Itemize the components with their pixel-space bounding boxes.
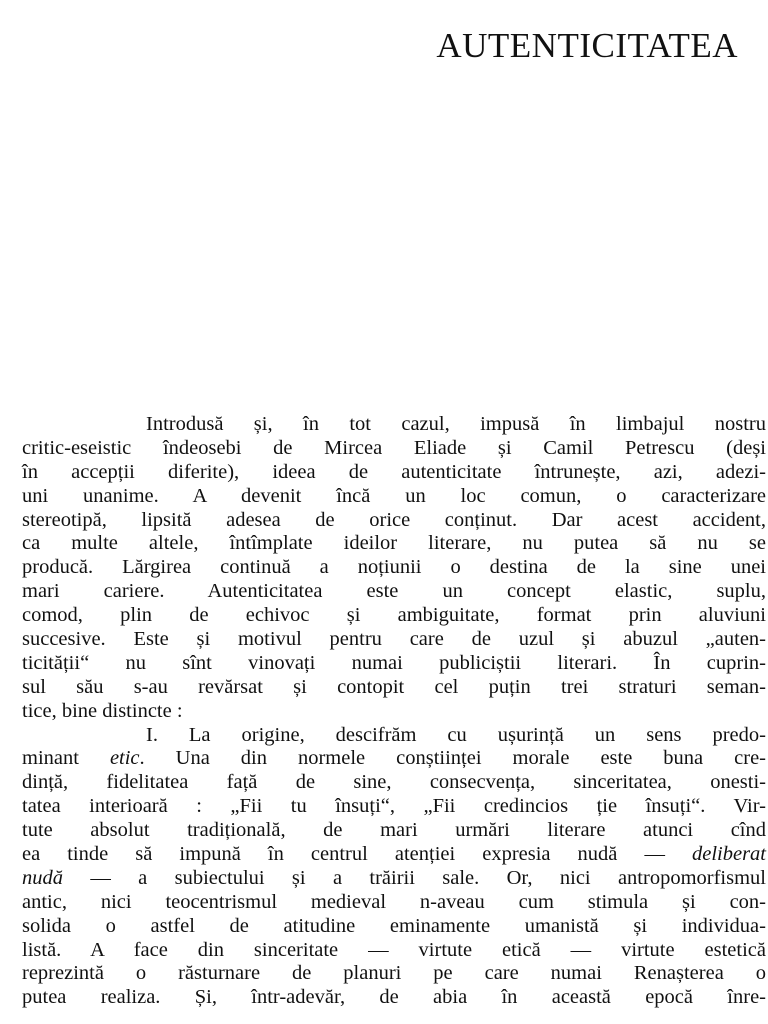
paragraph-2 (22, 724, 766, 1011)
text-line: sul său s-au revărsat și contopit cel puțin trei straturi seman- (22, 675, 766, 698)
text-line: uni unanime. A devenit încă un loc comun, o caracterizare (22, 484, 766, 507)
text-line: tice, bine distincte : (22, 699, 183, 722)
text-line: tatea interioară : „Fii tu însuți“, „Fii credincios ție însuți“. Vir- (22, 795, 766, 818)
italic-term: deliberat (691, 843, 766, 866)
text-line: succesive. Este și motivul pentru care de uzul și abuzul „auten- (22, 628, 766, 651)
text-line: putea realiza. Și, într-adevăr, de abia în această epocă înre- (22, 986, 766, 1009)
text-line: ea tinde să impună în centrul atenției expresia nudă — deliberat (22, 843, 766, 866)
text-line: mari cariere. Autenticitatea este un concept elastic, suplu, (22, 580, 766, 603)
text-line: reprezintă o răsturnare de planuri pe care numai Renașterea o (22, 962, 766, 985)
text-line: critic-eseistic îndeosebi de Mircea Eliade și Camil Petrescu (deși (22, 436, 766, 459)
text-line: I. La origine, descifrăm cu ușurință un sens predo- (146, 723, 766, 746)
text-line: dință, fidelitatea față de sine, consecvența, sinceritatea, onesti- (22, 771, 766, 794)
text-line: comod, plin de echivoc și ambiguitate, format prin aluviuni (22, 604, 766, 627)
text-line: stereotipă, lipsită adesea de orice conținut. Dar acest accident, (22, 508, 766, 531)
text-line: listă. A face din sinceritate — virtute etică — virtute estetică (22, 938, 766, 961)
text-line: Introdusă și, în tot cazul, impusă în limbajul nostru (146, 413, 766, 435)
text-line: antic, nici teocentrismul medieval n-aveau cum stimula și con- (22, 890, 766, 913)
paragraph-1 (22, 413, 766, 724)
text-line: tute absolut tradițională, de mari urmări literare atunci cînd (22, 819, 766, 842)
text-line: ca multe altele, întîmplate ideilor literare, nu putea să nu se (22, 532, 766, 555)
chapter-title: AUTENTICITATEA (436, 26, 738, 65)
italic-term: etic (109, 747, 140, 770)
text-line: ticității“ nu sînt vinovați numai publiciștii literari. În cuprin- (22, 651, 766, 674)
text-line: nudă — a subiectului și a trăirii sale. Or, nici antropomorfismul (22, 866, 766, 889)
text-line: solida o astfel de atitudine eminamente umanistă și individua- (22, 914, 766, 937)
text-line: producă. Lărgirea continuă a noțiunii o destina de la sine unei (22, 556, 766, 579)
text-line: minant etic. Una din normele conștiinței morale este buna cre- (22, 747, 767, 770)
italic-term: nudă (22, 866, 63, 889)
body-text (22, 413, 766, 1010)
text-line: în accepții diferite), ideea de autenticitate întrunește, azi, adezi- (22, 460, 766, 483)
